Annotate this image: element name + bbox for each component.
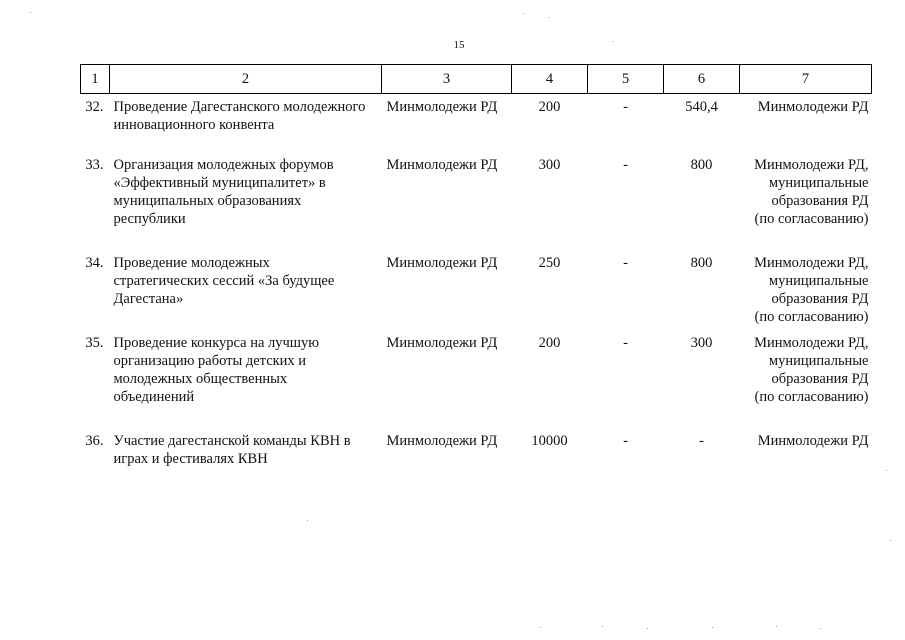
header-row xyxy=(81,65,872,94)
column-header: 7 xyxy=(740,65,872,94)
measure-name xyxy=(110,94,382,152)
measures-table xyxy=(80,64,872,492)
responsible-line: муниципальные xyxy=(768,272,869,289)
responsible-line: Минмолодежи РД, xyxy=(754,334,869,351)
page-number: 15 xyxy=(453,39,465,51)
amount-column-6: - xyxy=(699,432,704,449)
amount-column-5: - xyxy=(623,254,628,271)
responsible-line: Минмолодежи РД xyxy=(757,432,869,449)
measure-name-line: Дагестана» xyxy=(113,290,184,307)
measure-name-line: играх и фестивалях КВН xyxy=(113,450,268,467)
responsible-line: (по согласованию) xyxy=(754,210,869,227)
responsible xyxy=(740,152,872,254)
responsible-line: образования РД xyxy=(771,370,869,387)
measure-name-line: объединений xyxy=(113,388,195,405)
measure-name-line: Организация молодежных форумов xyxy=(113,156,334,173)
measure-name xyxy=(110,334,382,432)
measure-name-line: стратегических сессий «За будущее xyxy=(113,272,335,289)
amount-column-4: 10000 xyxy=(531,432,568,449)
responsible-line: Минмолодежи РД, xyxy=(754,254,869,271)
amount-column-6: 800 xyxy=(690,254,713,271)
executor: Минмолодежи РД xyxy=(386,432,498,449)
amount-column-6: 540,4 xyxy=(685,99,718,115)
column-header: 1 xyxy=(81,65,110,94)
responsible-line: (по согласованию) xyxy=(754,388,869,405)
executor: Минмолодежи РД xyxy=(386,334,498,351)
responsible-line: (по согласованию) xyxy=(754,308,869,325)
amount-column-4: 200 xyxy=(538,99,561,115)
table-row xyxy=(81,432,872,492)
measure-name-line: инновационного конвента xyxy=(113,117,275,133)
amount-column-5: - xyxy=(623,156,628,173)
executor: Минмолодежи РД xyxy=(386,99,498,115)
measure-name xyxy=(110,152,382,254)
responsible xyxy=(740,94,872,152)
measure-name-line: Проведение конкурса на лучшую xyxy=(113,334,320,351)
column-header: 5 xyxy=(588,65,664,94)
measure-name-line: организацию работы детских и xyxy=(113,352,307,369)
column-header: 3 xyxy=(382,65,512,94)
measure-name-line: муниципальных образованиях xyxy=(113,192,302,209)
responsible-line: муниципальные xyxy=(768,174,869,191)
amount-column-5: - xyxy=(623,432,628,449)
amount-column-4: 200 xyxy=(538,334,561,351)
row-number: 32. xyxy=(85,99,104,115)
measure-name xyxy=(110,254,382,334)
row-number: 34. xyxy=(85,254,104,271)
table-row xyxy=(81,94,872,152)
responsible-line: Минмолодежи РД xyxy=(757,99,869,115)
column-header: 4 xyxy=(512,65,588,94)
responsible xyxy=(740,254,872,334)
measure-name-line: «Эффективный муниципалитет» в xyxy=(113,174,326,191)
row-number: 36. xyxy=(85,432,104,449)
table-row xyxy=(81,254,872,334)
amount-column-4: 250 xyxy=(538,254,561,271)
executor: Минмолодежи РД xyxy=(386,156,498,173)
executor: Минмолодежи РД xyxy=(386,254,498,271)
measure-name-line: Проведение Дагестанского молодежного xyxy=(113,99,366,115)
row-number: 35. xyxy=(85,334,104,351)
amount-column-5: - xyxy=(623,99,628,115)
responsible-line: муниципальные xyxy=(768,352,869,369)
amount-column-5: - xyxy=(623,334,628,351)
amount-column-6: 300 xyxy=(690,334,713,351)
responsible-line: образования РД xyxy=(771,192,869,209)
table-row xyxy=(81,334,872,432)
amount-column-6: 800 xyxy=(690,156,713,173)
table-row xyxy=(81,152,872,254)
measure-name-line: Участие дагестанской команды КВН в xyxy=(113,432,351,449)
column-header: 6 xyxy=(664,65,740,94)
measure-name-line: республики xyxy=(113,210,186,227)
responsible xyxy=(740,432,872,492)
measure-name-line: Проведение молодежных xyxy=(113,254,270,271)
amount-column-4: 300 xyxy=(538,156,561,173)
row-number: 33. xyxy=(85,156,104,173)
responsible-line: образования РД xyxy=(771,290,869,307)
responsible-line: Минмолодежи РД, xyxy=(754,156,869,173)
column-header: 2 xyxy=(110,65,382,94)
measure-name xyxy=(110,432,382,492)
measure-name-line: молодежных общественных xyxy=(113,370,288,387)
responsible xyxy=(740,334,872,432)
